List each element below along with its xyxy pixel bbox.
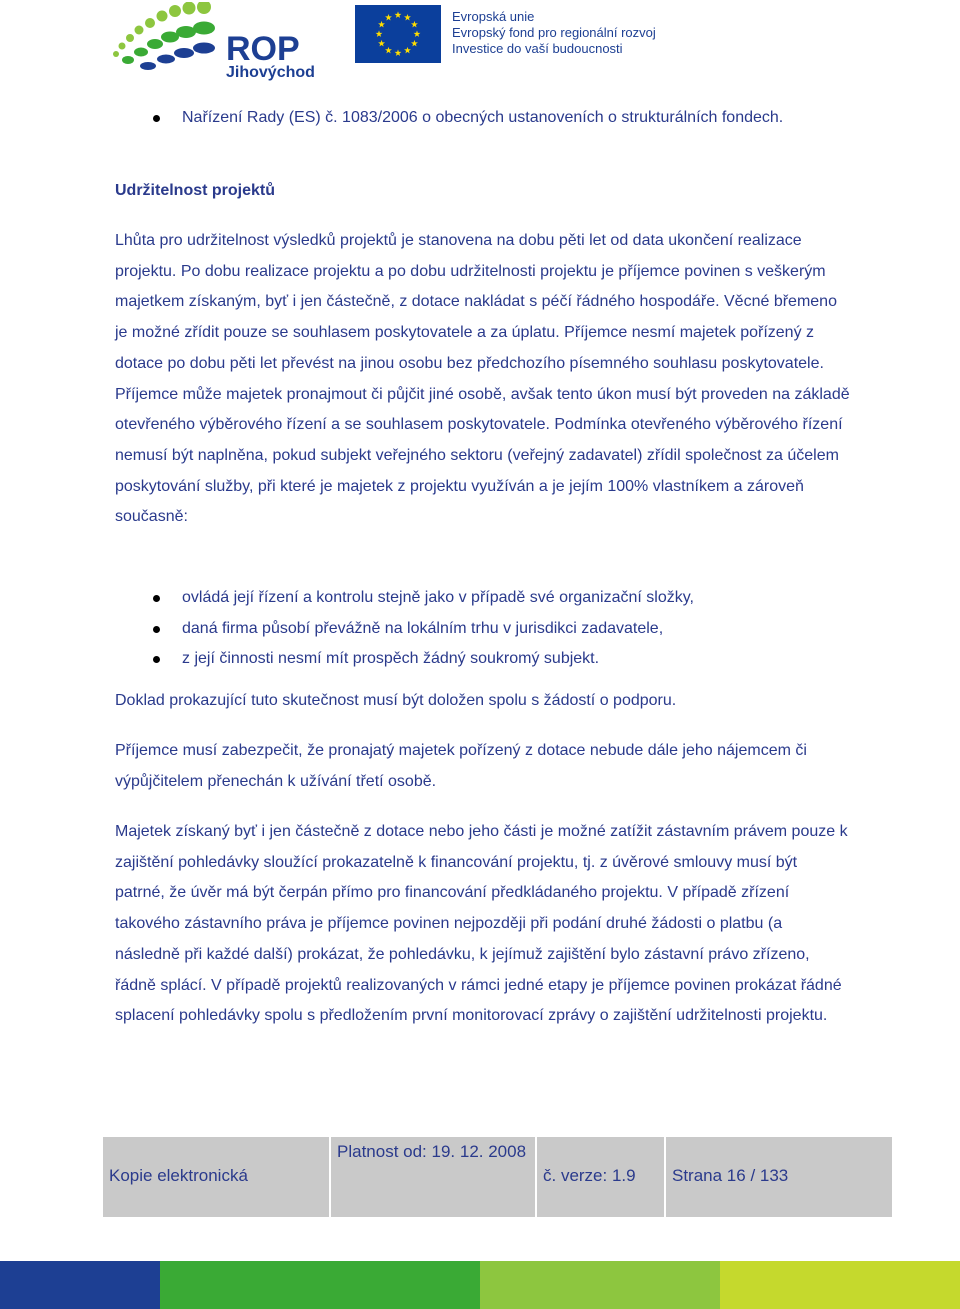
eu-star-icon [404, 14, 411, 21]
bullet-icon [153, 656, 160, 663]
eu-star-icon [376, 30, 383, 37]
rop-logo-word: ROP [226, 30, 300, 68]
eu-logo [355, 5, 675, 65]
list-item [115, 614, 850, 645]
color-bar-segment [720, 1261, 960, 1309]
eu-star-icon [411, 21, 418, 28]
conditions-list [115, 583, 850, 675]
footer-valid-from: Platnost od: 19. 12. 2008 [337, 1142, 527, 1161]
list-item [115, 644, 850, 675]
eu-logo-line-3: Investice do vaší budoucnosti [452, 41, 623, 56]
eu-logo-line-2: Evropský fond pro regionální rozvoj [452, 25, 656, 40]
footer-copy-type: Kopie elektronická [109, 1166, 248, 1185]
list-item-text: Nařízení Rady (ES) č. 1083/2006 o obecných ustanoveních o strukturálních fondech. [182, 109, 784, 126]
footer-page-number: Strana 16 / 133 [672, 1166, 789, 1185]
eu-logo-text [452, 9, 656, 57]
bullet-icon [153, 626, 160, 633]
eu-flag-icon [355, 5, 441, 63]
list-item [115, 103, 850, 134]
list-item-text: z její činnosti nesmí mít prospěch žádný soukromý subjekt. [182, 650, 600, 668]
paragraph-sustainability: Lhůta pro udržitelnost výsledků projektů je stanovena na dobu pěti let od data ukončení realizace projektu. Po dobu realizace projektu a po dobu udržitelnosti projektu je příjemce povinen s veškerým majetkem získaným, byť i jen částečně, z dotace nakládat s péčí řádného hospodáře. Věcné břemeno je možné zřídit pouze se souhlasem poskytovatele a za úplatu. Příjemce nesmí majetek pořízený z dotace po dobu pěti let převést na jinou osobu bez předchozího písemného souhlasu poskytovatele. Příjemce může majetek pronajmout či půjčit jiné osobě, avšak tento úkon musí být proveden na základě otevřeného výběrového řízení a se souhlasem poskytovatele. Podmínka otevřeného výběrového řízení nemusí být naplněna, pokud subjekt veřejného sektoru (veřejný zadavatel) zřídil společnost za účelem poskytování služby, při které je majetek z projektu využíván a je jejím 100% vlastníkem a zároveň současně: [115, 232, 850, 526]
footer-version: č. verze: 1.9 [543, 1166, 636, 1185]
eu-star-icon [395, 49, 402, 56]
rop-jihovychod-logo [108, 2, 318, 84]
paragraph-proof: Doklad prokazující tuto skutečnost musí být doložen spolu s žádostí o podporu. [115, 692, 677, 709]
brand-color-bar [0, 1261, 960, 1309]
eu-star-icon [414, 30, 421, 37]
regulation-list [115, 103, 850, 134]
eu-star-icon [385, 14, 392, 21]
list-item-text: daná firma působí převážně na lokálním trhu v jurisdikci zadavatele, [182, 619, 664, 637]
footer-table [103, 1137, 892, 1217]
eu-star-icon [395, 11, 402, 18]
eu-star-icon [404, 47, 411, 54]
paragraph-pledge: Majetek získaný byť i jen částečně z dotace nebo jeho části je možné zatížit zástavním právem pouze k zajištění pohledávky sloužící prokazatelně k financování projektu, tj. z úvěrové smlouvy musí být patrné, že úvěr má být čerpán přímo pro financování předkládaného projektu. V případě zřízení takového zástavního práva je příjemce povinen nejpozději při podání druhé žádosti o platbu (a následně při každé další) prokázat, že pohledávku, k jejímuž zajištění bylo zástavní právo zřízeno, řádně splácí. V případě projektů realizovaných v rámci jedné etapy je příjemce povinen prokázat řádné splacení pohledávky spolu s předložením první monitorovací zprávy o zajištění udržitelnosti projektu. [115, 823, 848, 1025]
bullet-icon [153, 595, 160, 602]
paragraph-lease: Příjemce musí zabezpečit, že pronajatý majetek pořízený z dotace nebude dále jeho nájemcem či výpůjčitelem přenechán k užívání třetí osobě. [115, 742, 807, 790]
color-bar-segment [0, 1261, 160, 1309]
eu-logo-line-1: Evropská unie [452, 9, 535, 24]
color-bar-segment [480, 1261, 720, 1309]
footer-divider [664, 1137, 666, 1217]
rop-logo-sub: Jihovýchod [226, 64, 315, 81]
eu-star-icon [378, 21, 385, 28]
color-bar-segment [160, 1261, 480, 1309]
eu-star-icon [385, 47, 392, 54]
footer-divider [329, 1137, 331, 1217]
section-heading: Udržitelnost projektů [115, 182, 276, 199]
rop-leaves-icon [108, 2, 228, 72]
bullet-icon [153, 115, 160, 122]
eu-star-icon [411, 40, 418, 47]
list-item-text: ovládá její řízení a kontrolu stejně jako v případě své organizační složky, [182, 589, 694, 606]
footer-divider [535, 1137, 537, 1217]
list-item [115, 583, 850, 614]
eu-star-icon [378, 40, 385, 47]
